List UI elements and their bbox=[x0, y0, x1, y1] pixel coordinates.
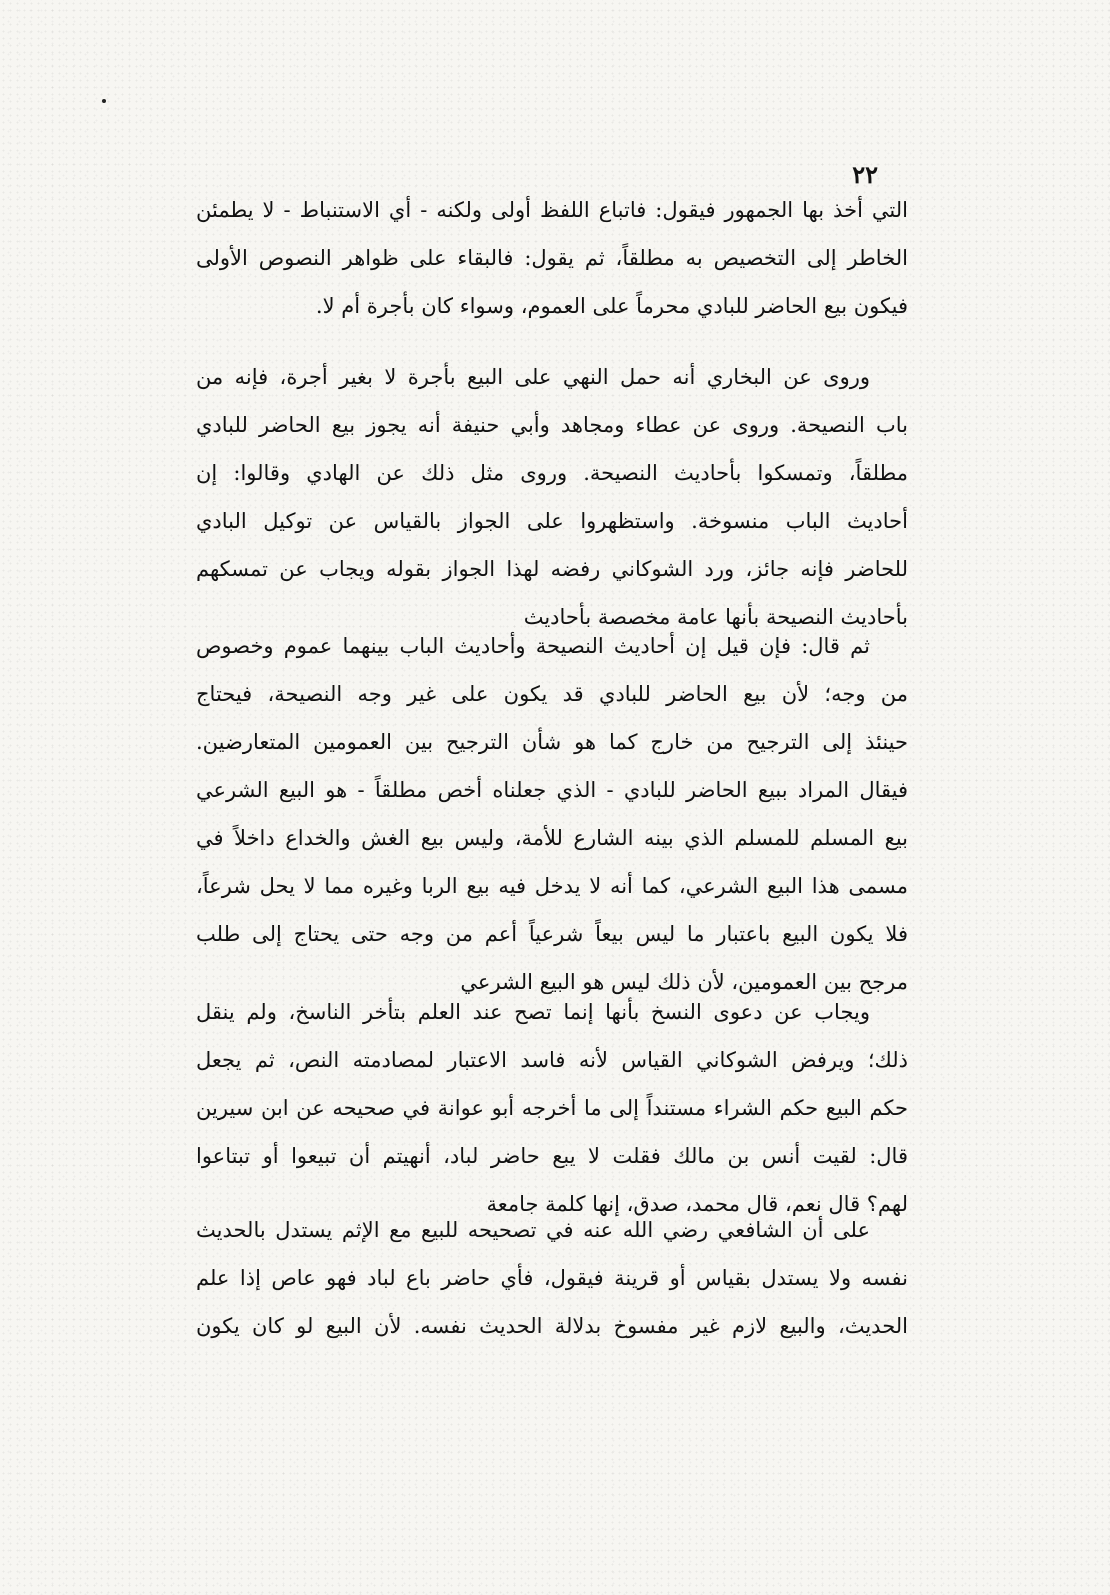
paragraph-5 bbox=[196, 1206, 908, 1350]
paragraph-1 bbox=[196, 186, 908, 330]
text-line: لهم؟ قال نعم، قال محمد، صدق، إنها كلمة جامعة bbox=[486, 1192, 908, 1216]
paragraph-2 bbox=[196, 353, 908, 641]
paragraph-4 bbox=[196, 988, 908, 1228]
text-line: بيع المسلم للمسلم الذي بينه الشارع للأمة، وليس بيع الغش والخداع داخلاً في bbox=[196, 826, 908, 850]
text-line: مسمى هذا البيع الشرعي، كما أنه لا يدخل فيه بيع الربا وغيره مما لا يحل شرعاً، bbox=[196, 874, 908, 898]
text-line: الحديث، والبيع لازم غير مفسوخ بدلالة الحديث نفسه. لأن البيع لو كان يكون bbox=[196, 1314, 908, 1338]
page-number: ٢٢ bbox=[852, 160, 878, 189]
text-line: بأحاديث النصيحة بأنها عامة مخصصة بأحاديث bbox=[523, 605, 908, 629]
text-line: أحاديث الباب منسوخة. واستظهروا على الجواز بالقياس عن توكيل البادي bbox=[196, 509, 908, 533]
text-line: التي أخذ بها الجمهور فيقول: فاتباع اللفظ أولى ولكنه - أي الاستنباط - لا يطمئن bbox=[196, 198, 908, 222]
text-line: الخاطر إلى التخصيص به مطلقاً، ثم يقول: فالبقاء على ظواهر النصوص الأولى bbox=[196, 246, 908, 270]
text-line: باب النصيحة. وروى عن عطاء ومجاهد وأبي حنيفة أنه يجوز بيع الحاضر للبادي bbox=[196, 413, 908, 437]
text-line: حكم البيع حكم الشراء مستنداً إلى ما أخرجه أبو عوانة في صحيحه عن ابن سيرين bbox=[196, 1096, 908, 1120]
ink-speck bbox=[102, 99, 106, 103]
text-line: ويجاب عن دعوى النسخ بأنها إنما تصح عند العلم بتأخر الناسخ، ولم ينقل bbox=[196, 1000, 870, 1024]
text-line: حينئذ إلى الترجيح من خارج كما هو شأن الترجيح بين العمومين المتعارضين. bbox=[196, 730, 908, 754]
text-line: مطلقاً، وتمسكوا بأحاديث النصيحة. وروى مثل ذلك عن الهادي وقالوا: إن bbox=[196, 461, 908, 485]
text-line: نفسه ولا يستدل بقياس أو قرينة فيقول، فأي حاضر باع لباد فهو عاص إذا علم bbox=[196, 1266, 908, 1290]
text-line: فيقال المراد ببيع الحاضر للبادي - الذي جعلناه أخص مطلقاً - هو البيع الشرعي bbox=[196, 778, 908, 802]
text-line: فلا يكون البيع باعتبار ما ليس بيعاً شرعياً أعم من وجه حتى يحتاج إلى طلب bbox=[196, 922, 908, 946]
text-line: على أن الشافعي رضي الله عنه في تصحيحه للبيع مع الإثم يستدل بالحديث bbox=[196, 1218, 870, 1242]
paragraph-3 bbox=[196, 622, 908, 1006]
text-line: ذلك؛ ويرفض الشوكاني القياس لأنه فاسد الاعتبار لمصادمته النص، ثم يجعل bbox=[196, 1048, 908, 1072]
text-line: ثم قال: فإن قيل إن أحاديث النصيحة وأحاديث الباب بينهما عموم وخصوص bbox=[196, 634, 870, 658]
text-line: فيكون بيع الحاضر للبادي محرماً على العموم، وسواء كان بأجرة أم لا. bbox=[315, 294, 908, 318]
text-line: من وجه؛ لأن بيع الحاضر للبادي قد يكون على غير وجه النصيحة، فيحتاج bbox=[196, 682, 908, 706]
text-line: وروى عن البخاري أنه حمل النهي على البيع بأجرة لا بغير أجرة، فإنه من bbox=[196, 365, 870, 389]
text-line: قال: لقيت أنس بن مالك فقلت لا يبع حاضر لباد، أنهيتم أن تبيعوا أو تبتاعوا bbox=[196, 1144, 908, 1168]
text-line: للحاضر فإنه جائز، ورد الشوكاني رفضه لهذا الجواز بقوله ويجاب عن تمسكهم bbox=[196, 557, 908, 581]
text-line: مرجح بين العمومين، لأن ذلك ليس هو البيع الشرعي bbox=[460, 970, 908, 994]
